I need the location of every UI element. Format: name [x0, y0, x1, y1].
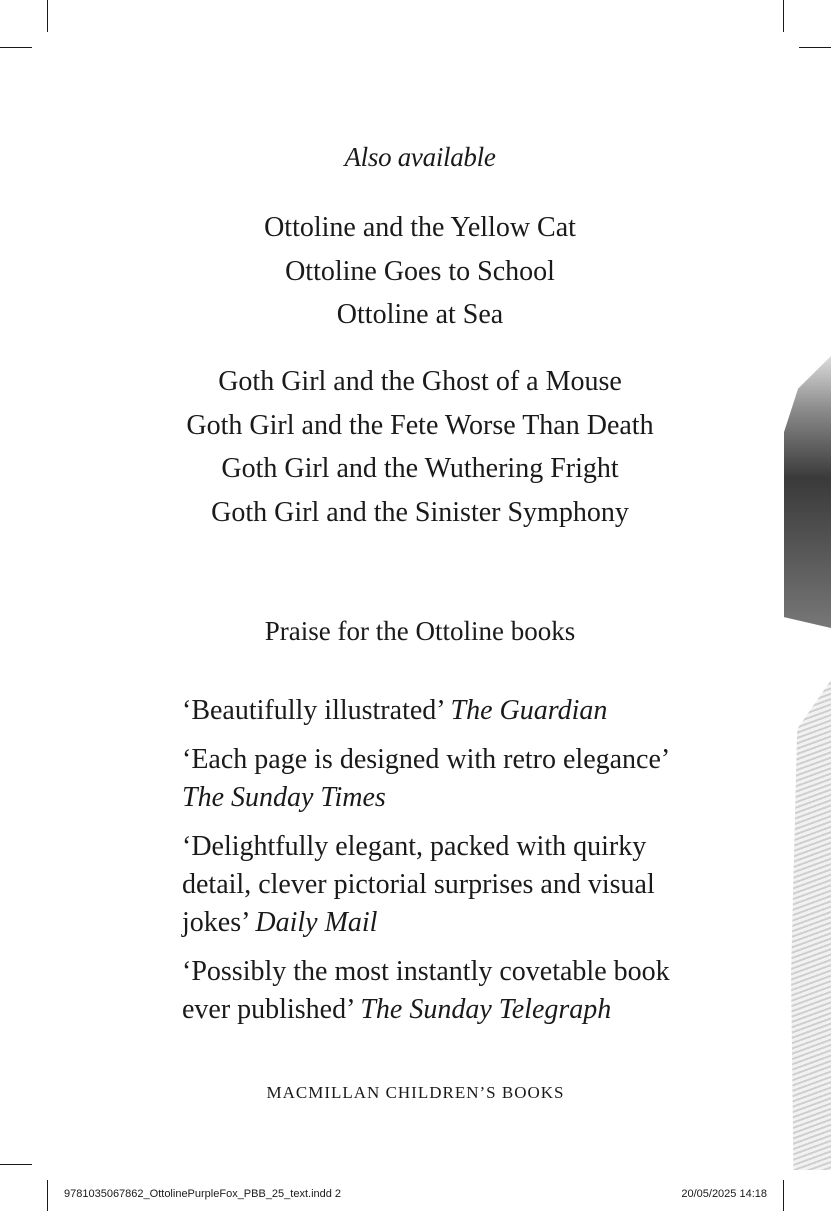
book-title: Goth Girl and the Ghost of a Mouse — [218, 366, 622, 397]
book-title: Goth Girl and the Fete Worse Than Death — [186, 409, 654, 441]
print-slug-datetime: 20/05/2025 14:18 — [681, 1188, 767, 1200]
goth-girl-title-list — [0, 360, 831, 534]
book-title: Ottoline at Sea — [336, 299, 504, 330]
book-title: Ottoline and the Yellow Cat — [264, 212, 576, 243]
crop-mark-top-left-vertical — [47, 0, 48, 32]
ottoline-title-list — [0, 206, 831, 337]
publisher-imprint: MACMILLAN CHILDREN’S BOOKS — [266, 1083, 565, 1102]
book-title: Goth Girl and the Wuthering Fright — [221, 453, 619, 484]
quote-text: ‘Each page is designed with retro elegance’ — [182, 744, 671, 775]
book-title: Ottoline Goes to School — [285, 255, 555, 287]
praise-quote-list — [182, 692, 702, 1040]
quote-text: ‘Possibly the most instantly covetable book ever published’ — [182, 956, 670, 1025]
quote-source: Daily Mail — [255, 907, 378, 938]
crop-mark-bottom-left-vertical — [47, 1180, 48, 1211]
quote-source: The Sunday Telegraph — [360, 994, 612, 1025]
praise-quote — [182, 692, 702, 730]
quote-text: ‘Beautifully illustrated’ — [182, 695, 451, 726]
quote-source: The Sunday Times — [182, 782, 386, 813]
crop-mark-top-left-horizontal — [0, 47, 32, 48]
crop-mark-top-right-horizontal — [799, 47, 831, 48]
crop-mark-top-right-vertical — [783, 0, 784, 32]
book-title: Goth Girl and the Sinister Symphony — [211, 496, 629, 528]
praise-heading: Praise for the Ottoline books — [264, 616, 576, 646]
praise-quote — [182, 953, 702, 1029]
crop-mark-bottom-right-vertical — [783, 1180, 784, 1211]
quote-text: ‘Delightfully elegant, packed with quirky detail, clever pictorial surprises and visual jokes’ — [182, 831, 655, 938]
crop-mark-bottom-left-horizontal — [0, 1164, 32, 1165]
quote-source: The Guardian — [450, 695, 608, 726]
praise-quote — [182, 741, 702, 817]
also-available-heading: Also available — [344, 142, 496, 172]
praise-quote — [182, 828, 702, 942]
print-slug-filename: 9781035067862_OttolinePurpleFox_PBB_25_text.indd 2 — [64, 1188, 342, 1200]
